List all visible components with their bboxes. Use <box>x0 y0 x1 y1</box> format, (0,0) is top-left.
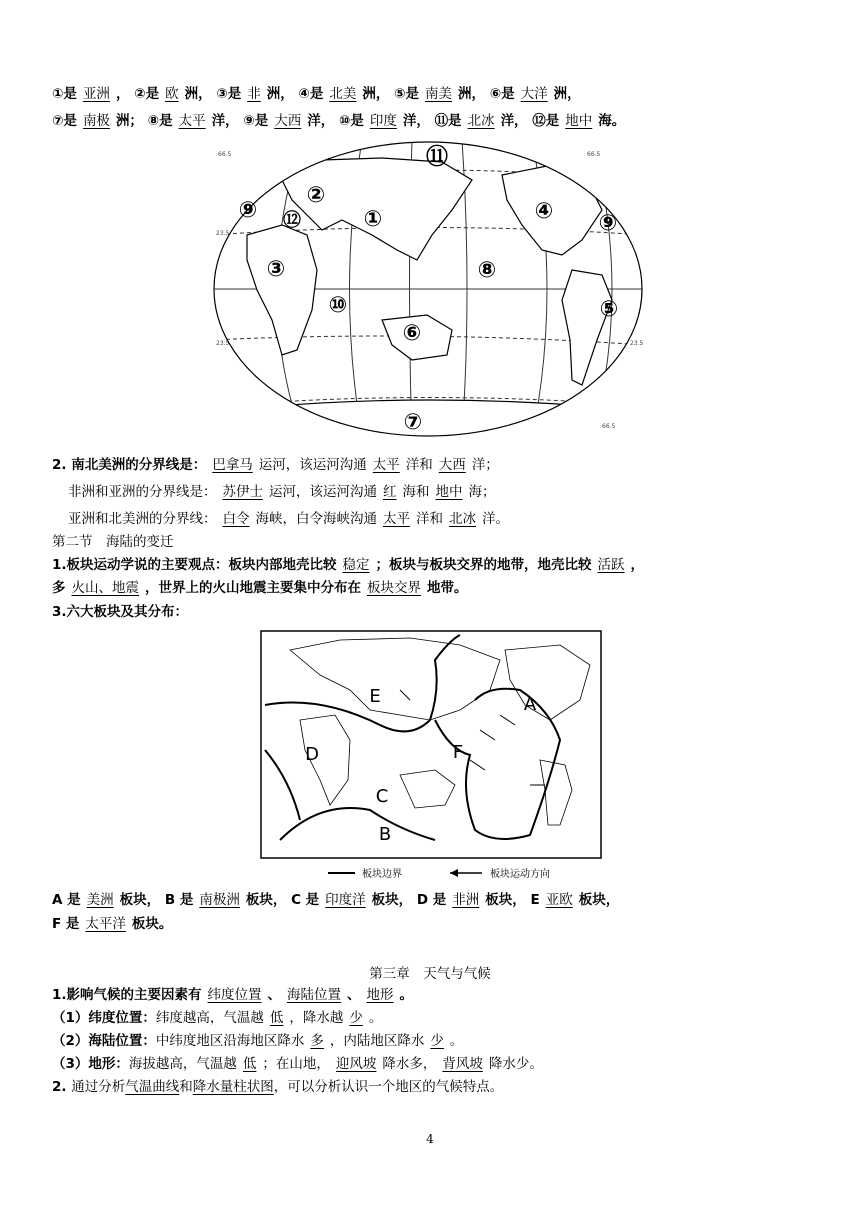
q-tail: 板块， <box>371 892 413 908</box>
answer-blank: 多 <box>310 1033 324 1049</box>
plate-label-e: E <box>369 686 381 707</box>
answer-blank: 稳定 <box>342 557 370 573</box>
answer-blank: 地形 <box>366 987 394 1003</box>
q-tail: 板块， <box>485 892 526 908</box>
q-text: 降水少。 <box>488 1056 543 1072</box>
latitude-line <box>52 1008 382 1028</box>
page-number: 4 <box>426 1132 434 1146</box>
lat-label: 23.5 <box>216 340 230 347</box>
climate-analysis-line <box>52 1077 503 1097</box>
q-text: ，世界上的火山地震主要集中分布在 <box>145 580 361 596</box>
plate-label-d: D <box>305 744 319 765</box>
q-tail: 洋， <box>211 113 239 129</box>
q-text: 通过分析 <box>71 1079 126 1095</box>
q-text: ， <box>630 557 645 573</box>
q-text: ；板块与板块交界的地带，地壳比较 <box>375 557 592 573</box>
q-text: 纬度越高，气温越 <box>155 1010 264 1026</box>
answer-blank: 大西 <box>274 113 302 129</box>
answer-blank: 地中 <box>435 484 463 500</box>
map-label-5: ⑤ <box>599 297 619 322</box>
answer-blank: 少 <box>349 1010 363 1026</box>
answer-blank: 美洲 <box>86 892 114 908</box>
map-label-11: ⑪ <box>425 145 449 170</box>
q-lead: 1.影响气候的主要因素有 <box>52 987 202 1003</box>
answer-blank: 亚欧 <box>545 892 573 908</box>
q-text: ，内陆地区降水 <box>329 1033 425 1049</box>
q-lead: ③是 <box>216 86 242 102</box>
map-label-9-east: ⑨ <box>598 211 618 236</box>
answer-blank: 北美 <box>329 86 357 102</box>
map-label-2: ② <box>306 183 326 208</box>
answer-blank: 非洲 <box>452 892 480 908</box>
q-lead: 2. 南北美洲的分界线是： <box>52 457 207 473</box>
q-lead: （1）纬度位置： <box>52 1010 156 1026</box>
q-text: 海和 <box>402 484 430 500</box>
answer-blank: 大西 <box>438 457 466 473</box>
answer-blank: 纬度位置 <box>207 987 262 1003</box>
q-lead: 非洲和亚洲的分界线是： <box>68 484 217 500</box>
section-heading: 第二节 海陆的变迁 <box>52 534 174 550</box>
answer-blank: 印度洋 <box>325 892 366 908</box>
q-text: 海拔越高，气温越 <box>128 1056 237 1072</box>
q-lead: 1.板块运动学说的主要观点：板块内部地壳比较 <box>52 557 337 573</box>
plate-label-f: F <box>452 742 464 763</box>
answer-blank: 低 <box>242 1056 257 1072</box>
q-lead: ①是 <box>52 86 77 102</box>
map-label-8: ⑧ <box>477 258 497 283</box>
answer-blank: 苏伊士 <box>222 484 263 500</box>
q-text: 中纬度地区沿海地区降水 <box>155 1033 305 1049</box>
q-lead: ⑧是 <box>147 113 173 129</box>
q-text: ；在山地， <box>262 1056 330 1072</box>
q-tail: 洋， <box>307 113 335 129</box>
q-lead: E <box>530 892 540 908</box>
q-lead: ⑦是 <box>52 113 77 129</box>
world-map <box>212 140 644 438</box>
answer-blank: 北冰 <box>449 511 476 527</box>
answer-blank: 南极洲 <box>199 892 240 908</box>
lat-label: 66.5 <box>587 151 601 158</box>
answer-blank: 北冰 <box>467 113 495 129</box>
answer-blank: 南美 <box>425 86 452 102</box>
answer-blank: 太平 <box>372 457 400 473</box>
map-label-3: ③ <box>266 257 286 282</box>
q-text: 。 <box>449 1033 464 1049</box>
q-lead: D 是 <box>416 892 447 908</box>
q-tail: 板块， <box>578 892 620 908</box>
q-lead: ⑩是 <box>338 113 364 129</box>
answer-blank: 活跃 <box>597 557 625 573</box>
q-tail: ， <box>115 86 130 102</box>
plate-answers-row-2 <box>52 914 172 934</box>
answer-blank: 少 <box>430 1033 444 1049</box>
q2-line-3 <box>68 509 509 529</box>
answer-blank: 非 <box>247 86 261 102</box>
climate-factors-line <box>52 985 413 1005</box>
q-lead: ⑤是 <box>394 86 419 102</box>
answer-blank: 白令 <box>222 511 250 527</box>
q-text: ，降水越 <box>289 1010 344 1026</box>
answer-blank: 海陆位置 <box>287 987 342 1003</box>
q-tail: 洋， <box>500 113 528 129</box>
plate-theory-line-2 <box>52 578 468 598</box>
q-text: 海； <box>468 484 496 500</box>
map-label-12: ⑫ <box>283 210 301 231</box>
q-lead: 2. <box>52 1079 67 1095</box>
legend-direction: 板块运动方向 <box>490 869 550 880</box>
answer-blank: 大洋 <box>520 86 548 102</box>
q-text: 洋和 <box>405 457 433 473</box>
q-text: 海峡，白令海峡沟通 <box>255 511 377 527</box>
legend-boundary: 板块边界 <box>362 869 402 880</box>
q-text: 洋； <box>471 457 499 473</box>
q-tail: 板块， <box>119 892 161 908</box>
answer-blank: 红 <box>383 484 397 500</box>
q-tail: 板块。 <box>131 916 173 932</box>
q-lead: 亚洲和北美洲的分界线： <box>68 511 217 527</box>
q-text: 地带。 <box>427 580 468 596</box>
answer-blank: 亚洲 <box>82 86 110 102</box>
q-lead: 多 <box>52 580 66 596</box>
q-text: 和 <box>179 1079 193 1095</box>
q-text: 。 <box>368 1010 383 1026</box>
continent-row-2 <box>52 111 625 131</box>
q-text: 洋。 <box>482 511 509 527</box>
plate-answers-row-1 <box>52 890 619 910</box>
q-text: 。 <box>399 987 414 1003</box>
q-lead: ⑪是 <box>434 113 462 129</box>
q-text: 洋和 <box>416 511 443 527</box>
lat-label: 23.5 <box>630 340 644 347</box>
q-lead: （3）地形： <box>52 1056 129 1072</box>
q-tail: 洲， <box>553 86 581 102</box>
q-lead: ④是 <box>298 86 324 102</box>
q-text: 运河，该运河沟通 <box>269 484 377 500</box>
plate-label-c: C <box>375 786 389 807</box>
q-tail: 洲， <box>184 86 212 102</box>
q-tail: 洲， <box>362 86 390 102</box>
q-lead: B 是 <box>164 892 194 908</box>
plate-theory-line-1 <box>52 555 644 575</box>
terrain-line <box>52 1054 543 1074</box>
q-tail: 洲； <box>115 113 143 129</box>
q-lead: F 是 <box>52 916 80 932</box>
q-lead: ②是 <box>134 86 160 102</box>
q-lead: C 是 <box>291 892 320 908</box>
q-lead: A 是 <box>52 892 81 908</box>
lat-label: 66.5 <box>218 151 232 158</box>
map-label-1: ① <box>363 207 383 232</box>
continent-row-1 <box>52 84 581 104</box>
q-tail: 洲， <box>458 86 485 102</box>
q-tail: 洲， <box>266 86 294 102</box>
answer-blank: 地中 <box>565 113 593 129</box>
q-lead: （2）海陆位置： <box>52 1033 156 1049</box>
map-label-7: ⑦ <box>403 410 423 435</box>
plate-label-a: A <box>523 694 537 715</box>
keyword: 降水量柱状图 <box>192 1079 274 1095</box>
lat-label: 23.5 <box>216 230 230 237</box>
answer-blank: 欧 <box>165 86 179 102</box>
answer-blank: 太平 <box>383 511 410 527</box>
answer-blank: 迎风坡 <box>335 1056 377 1072</box>
map-label-10: ⑩ <box>328 293 348 318</box>
answer-blank: 背风坡 <box>442 1056 483 1072</box>
q-text: 降水多， <box>382 1056 437 1072</box>
answer-blank: 火山、地震 <box>71 580 139 596</box>
lat-label: 66.5 <box>602 423 616 430</box>
chapter-title: 第三章 天气与气候 <box>369 966 491 982</box>
map-label-6: ⑥ <box>402 321 422 346</box>
q-lead: ⑥是 <box>489 86 515 102</box>
q-tail: 洋， <box>402 113 430 129</box>
q-text: 、 <box>347 987 361 1003</box>
q-text: 、 <box>267 987 282 1003</box>
q-text: ，可以分析认识一个地区的气候特点。 <box>273 1079 504 1095</box>
keyword: 气温曲线 <box>125 1079 180 1095</box>
answer-blank: 巴拿马 <box>212 457 253 473</box>
q-text: 运河，该运河沟通 <box>258 457 367 473</box>
answer-blank: 太平洋 <box>85 916 126 932</box>
plate-label-b: B <box>378 824 392 845</box>
q-lead: ⑨是 <box>243 113 269 129</box>
q-tail: 板块， <box>245 892 287 908</box>
land-sea-line <box>52 1031 463 1051</box>
answer-blank: 板块交界 <box>367 580 421 596</box>
q2-line-1 <box>52 455 499 475</box>
q-lead: ⑫是 <box>532 113 560 129</box>
answer-blank: 太平 <box>178 113 206 129</box>
q-tail: 海。 <box>598 113 626 129</box>
six-plates-heading: 3.六大板块及其分布： <box>52 604 189 620</box>
map-label-4: ④ <box>534 199 554 224</box>
map-label-9-west: ⑨ <box>238 198 258 223</box>
answer-blank: 印度 <box>369 113 397 129</box>
answer-blank: 低 <box>269 1010 284 1026</box>
plates-map <box>260 630 602 880</box>
q2-line-2 <box>68 482 496 502</box>
answer-blank: 南极 <box>82 113 110 129</box>
